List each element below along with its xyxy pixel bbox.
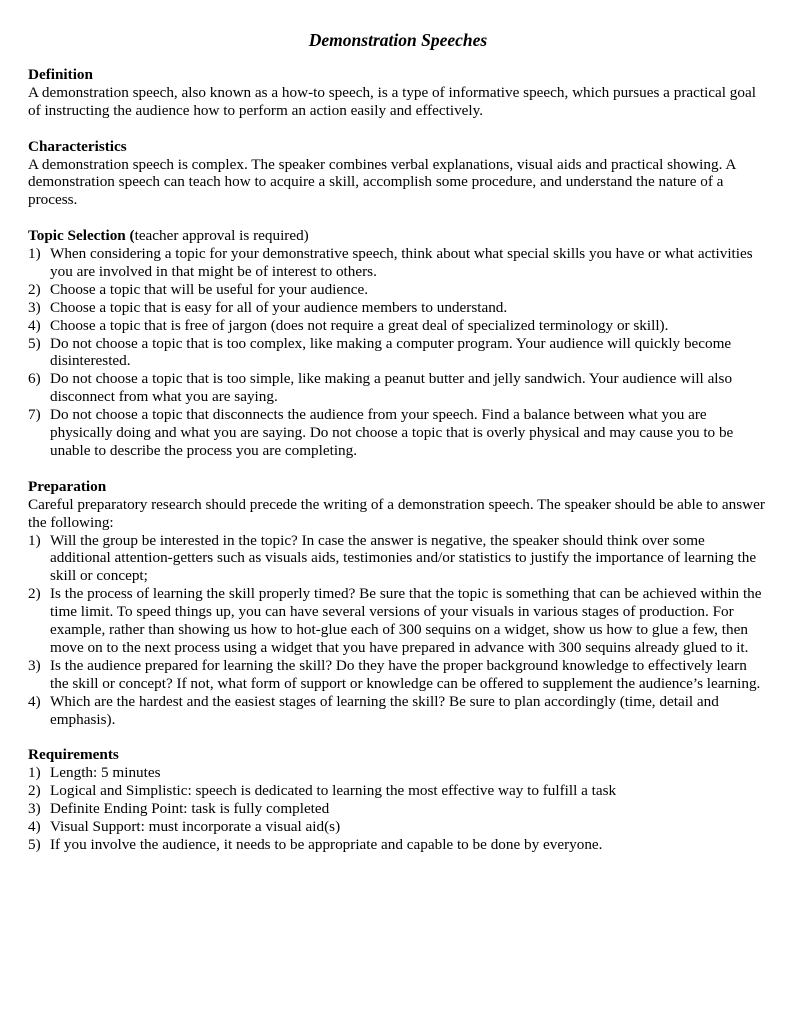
topic-selection-heading [28,227,768,245]
list-item-text: Choose a topic that will be useful for your audience. [50,280,369,298]
list-item-number: 1) [28,531,41,549]
list-item-number: 5) [28,334,41,352]
preparation-intro: Careful preparatory research should precede the writing of a demonstration speech. The speaker should be able to answer the following: [28,495,765,531]
list-item [28,800,768,818]
topic-selection-section [28,227,768,460]
list-item [28,317,768,335]
list-item-number: 6) [28,370,41,388]
list-item-text: Logical and Simplistic: speech is dedicated to learning the most effective way to fulfill a task [50,782,617,800]
list-item [28,281,768,299]
list-item-text: Definite Ending Point: task is fully completed [50,800,330,818]
list-item-number: 2) [28,280,41,298]
characteristics-section [28,138,768,210]
list-item [28,657,768,693]
list-item-number: 2) [28,585,41,603]
list-item [28,335,768,371]
list-item-text: When considering a topic for your demonstrative speech, think about what special skills you have or what activities you are involved in that might be of interest to others. [50,245,753,280]
characteristics-heading: Characteristics [28,137,127,155]
topic-selection-heading-label: Topic Selection ( [28,227,135,245]
requirements-section [28,746,768,853]
list-item [28,585,768,657]
list-item-number: 4) [28,316,41,334]
list-item-number: 4) [28,818,41,835]
document-page [28,30,768,872]
topic-selection-note: teacher approval is required) [134,227,309,245]
list-item-text: Do not choose a topic that is too complex, like making a computer program. Your audience will quickly become disinterested. [50,334,732,370]
list-item [28,764,768,782]
list-item-text: Visual Support: must incorporate a visual aid(s) [50,818,341,835]
list-item-text: Choose a topic that is free of jargon (does not require a great deal of specialized terminology or skill). [50,316,669,334]
definition-text: A demonstration speech, also known as a how-to speech, is a type of informative speech, which pursues a practical goal of instructing the audience how to perform an action easily and effectively. [28,83,756,119]
list-item [28,836,768,854]
preparation-list [28,532,768,729]
characteristics-text: A demonstration speech is complex. The speaker combines verbal explanations, visual aids and practical showing. A demonstration speech can teach how to acquire a skill, accomplish some procedure, and understand the nature of a process. [28,155,736,209]
definition-section [28,66,768,120]
definition-heading: Definition [28,66,93,83]
list-item [28,818,768,836]
list-item-number: 2) [28,782,41,800]
list-item-number: 4) [28,692,41,710]
list-item-number: 1) [28,245,41,263]
list-item-text: Will the group be interested in the topic? In case the answer is negative, the speaker should think over some additional attention-getters such as visuals aids, testimonies and/or statistics to justify the importance of learning the skill or concept; [50,531,757,585]
topic-selection-list [28,245,768,460]
list-item [28,299,768,317]
list-item [28,370,768,406]
list-item [28,782,768,800]
list-item-number: 3) [28,298,41,316]
list-item-text: Is the audience prepared for learning the skill? Do they have the proper background knowledge to effectively learn the skill or concept? If not, what form of support or knowledge can be offered to supplement the audience’s learning. [50,656,761,692]
list-item-text: Which are the hardest and the easiest stages of learning the skill? Be sure to plan accordingly (time, detail and emphasis). [50,692,719,728]
list-item-text: Choose a topic that is easy for all of your audience members to understand. [50,298,508,316]
list-item-number: 5) [28,835,41,853]
list-item-text: Length: 5 minutes [50,764,161,782]
list-item-number: 3) [28,656,41,674]
list-item-text: Is the process of learning the skill properly timed? Be sure that the topic is something that can be achieved within the time limit. To speed things up, you can have several versions of your visuals in various stages of production. For example, rather than showing us how to hot-glue each of 300 sequins on a widget, show us how to glue a few, then move on to the next process using a widget that you have prepared in advance with 300 sequins already glued to it. [50,585,762,656]
list-item-text: If you involve the audience, it needs to be appropriate and capable to be done by everyone. [50,835,603,853]
requirements-heading: Requirements [28,746,119,764]
list-item-text: Do not choose a topic that disconnects the audience from your speech. Find a balance between what you are physically doing and what you are saying. Do not choose a topic that is overly physical and may cause you to be unable to describe the process you are completing. [50,406,734,459]
list-item [28,532,768,586]
preparation-section [28,478,768,729]
document-title: Demonstration Speeches [308,30,488,50]
list-item-number: 7) [28,406,41,424]
list-item [28,693,768,729]
list-item-number: 1) [28,764,41,782]
requirements-list [28,764,768,854]
list-item [28,406,768,460]
list-item [28,245,768,281]
list-item-text: Do not choose a topic that is too simple, like making a peanut butter and jelly sandwich. Your audience will also disconnect from what you are saying. [50,370,733,406]
list-item-number: 3) [28,800,41,818]
preparation-heading: Preparation [28,477,107,495]
